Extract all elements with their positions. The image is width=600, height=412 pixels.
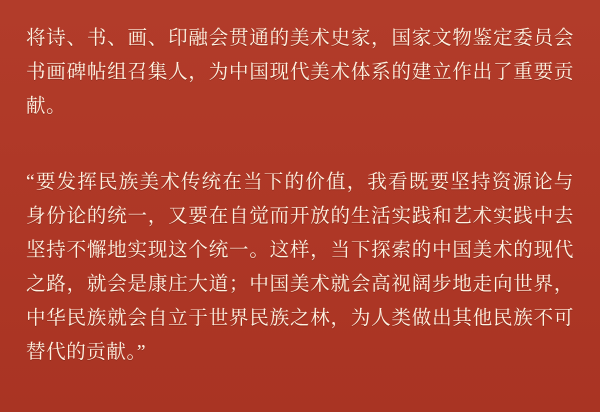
paragraph-description: 将诗、书、画、印融会贯通的美术史家，国家文物鉴定委员会书画碑帖组召集人，为中国现代美术体系的建立作出了重要贡献。	[26, 28, 574, 117]
paragraph-quote: “要发挥民族美术传统在当下的价值，我看既要坚持资源论与身份论的统一，又要在自觉而开放的生活实践和艺术实践中去坚持不懈地实现这个统一。这样，当下探索的中国美术的现代之路，就会是康庄大道；中国美术就会高视阔步地走向世界，中华民族就会自立于世界民族之林，为人类做出其他民族不可替代的贡献。”	[26, 172, 574, 363]
